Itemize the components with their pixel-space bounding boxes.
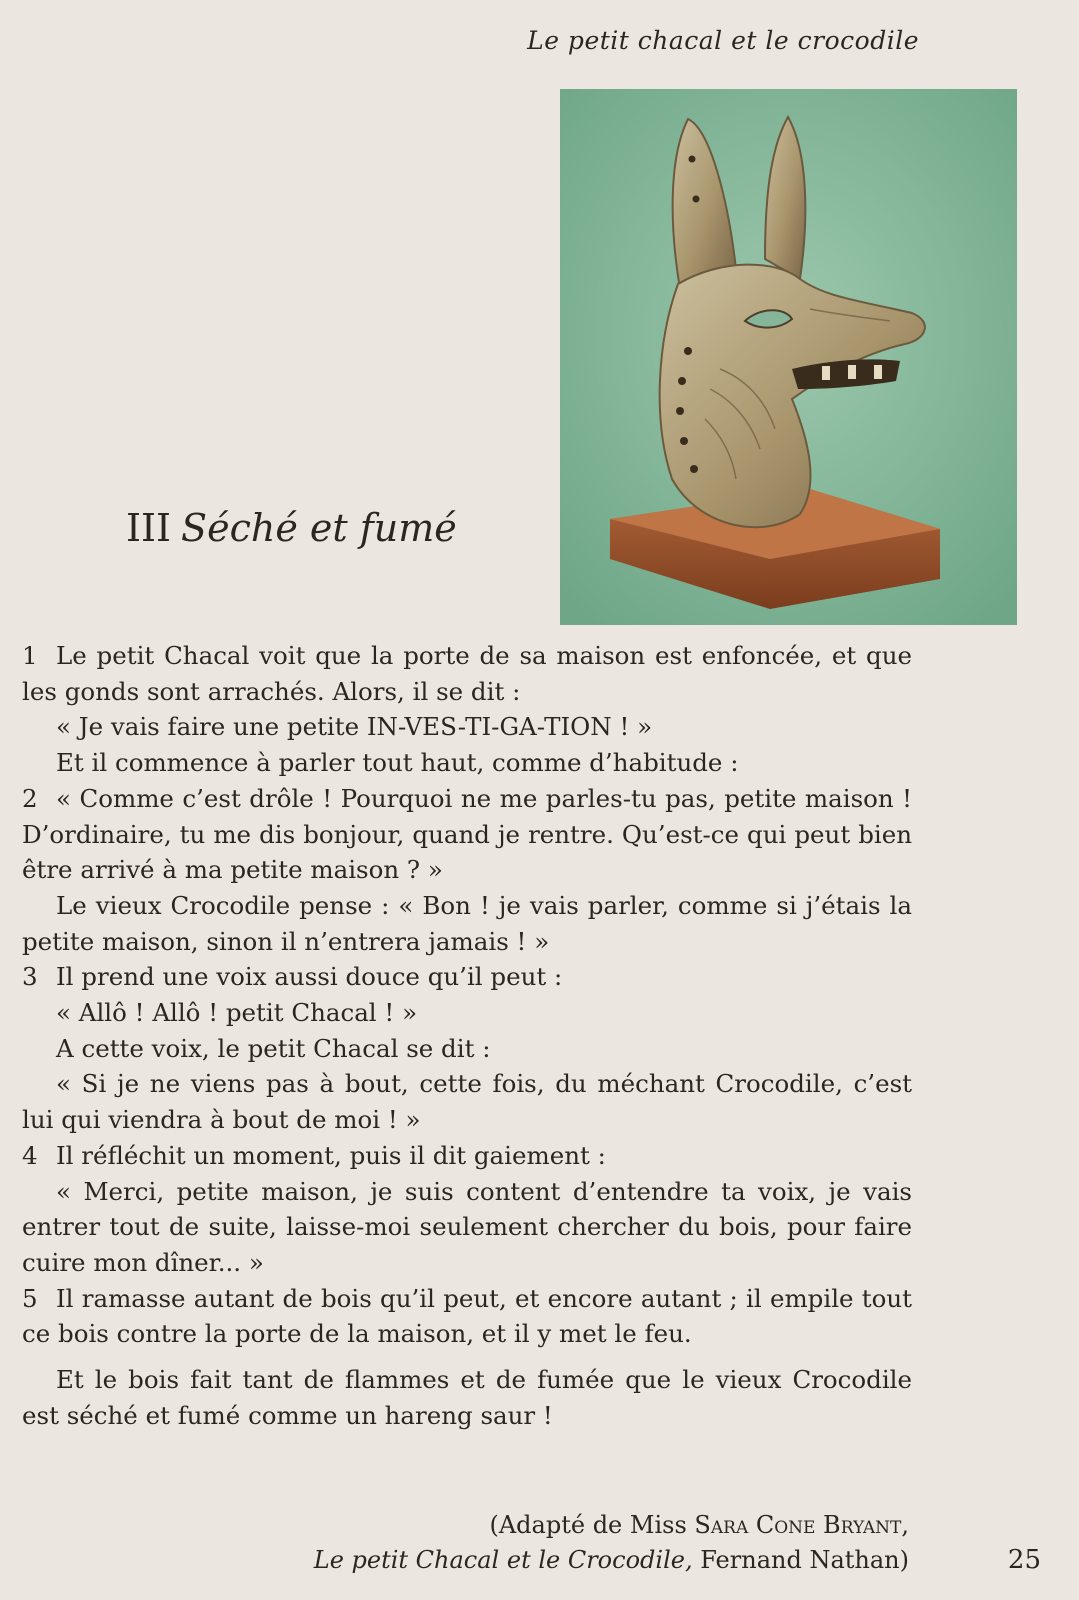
paragraph: [22, 1066, 912, 1137]
page-number: 25: [1007, 1545, 1041, 1575]
paragraph-text: « Allô ! Allô ! petit Chacal ! »: [56, 998, 418, 1028]
paragraph-text: Il réfléchit un moment, puis il dit gaiement :: [56, 1140, 606, 1170]
credit-line-1: [314, 1508, 909, 1543]
credit-author: Sara Cone Bryant,: [694, 1511, 909, 1539]
jackal-head-illustration: [560, 89, 1017, 625]
paragraph-text: « Si je ne viens pas à bout, cette fois, du méchant Crocodile, c’est lui qui viendra à bout de moi ! »: [22, 1069, 912, 1135]
paragraph-text: Il ramasse autant de bois qu’il peut, et encore autant ; il empile tout ce bois contre la porte de la maison, et il y met le feu.: [22, 1283, 912, 1349]
paragraph: [22, 638, 912, 709]
paragraph: [22, 995, 912, 1031]
paragraph: [22, 1138, 912, 1174]
paragraph-text: Le vieux Crocodile pense : « Bon ! je vais parler, comme si j’étais la petite maison, sinon il n’entrera jamais ! »: [22, 890, 912, 956]
credit-line-2: [314, 1543, 909, 1578]
paragraph-text: Le petit Chacal voit que la porte de sa maison est enfoncée, et que les gonds sont arrachés. Alors, il se dit :: [22, 641, 912, 706]
paragraph-text: « Comme c’est drôle ! Pourquoi ne me parles-tu pas, petite maison ! D’ordinaire, tu me dis bonjour, quand je rentre. Qu’est-ce qui peut bien être arrivé à ma petite maison ? »: [22, 783, 912, 885]
jackal-sculpture-photo: [560, 89, 1017, 625]
paragraph: [22, 1031, 912, 1067]
story-text: [22, 638, 912, 1433]
paragraph-text: « Je vais faire une petite IN-VES-TI-GA-TION ! »: [56, 712, 653, 742]
source-credit: [314, 1508, 909, 1578]
chapter-title: [126, 506, 457, 550]
paragraph-text: Il prend une voix aussi douce qu’il peut :: [56, 962, 563, 992]
paragraph: [22, 1281, 912, 1352]
paragraph: [22, 781, 912, 888]
paragraph: [22, 745, 912, 781]
closing-paragraph: Et le bois fait tant de flammes et de fumée que le vieux Crocodile est séché et fumé comme un hareng saur !: [22, 1365, 912, 1430]
paragraph-number: 2: [22, 783, 38, 813]
running-title: Le petit chacal et le crocodile: [527, 26, 919, 55]
credit-publisher: Fernand Nathan): [700, 1546, 909, 1574]
paragraph-number: 5: [22, 1283, 38, 1313]
credit-book-title: Le petit Chacal et le Crocodile,: [313, 1546, 693, 1574]
paragraph: [22, 959, 912, 995]
paragraph-spacer: [22, 1352, 912, 1362]
paragraph-text: A cette voix, le petit Chacal se dit :: [56, 1033, 491, 1063]
paragraph-number: 1: [22, 641, 38, 670]
paragraph-number: 3: [22, 962, 38, 992]
paragraph-number: 4: [22, 1140, 38, 1170]
chapter-name: Séché et fumé: [181, 506, 457, 550]
paragraph: [22, 888, 912, 959]
chapter-number: III: [126, 506, 172, 550]
paragraph: [22, 709, 912, 745]
paragraph-text: Et il commence à parler tout haut, comme d’habitude :: [56, 748, 739, 778]
paragraph: [22, 1174, 912, 1281]
credit-prefix: (Adapté de Miss: [489, 1511, 687, 1539]
paragraph-text: « Merci, petite maison, je suis content d’entendre ta voix, je vais entrer tout de suite, laisse-moi seulement chercher du bois, pour faire cuire mon dîner... »: [22, 1176, 912, 1277]
